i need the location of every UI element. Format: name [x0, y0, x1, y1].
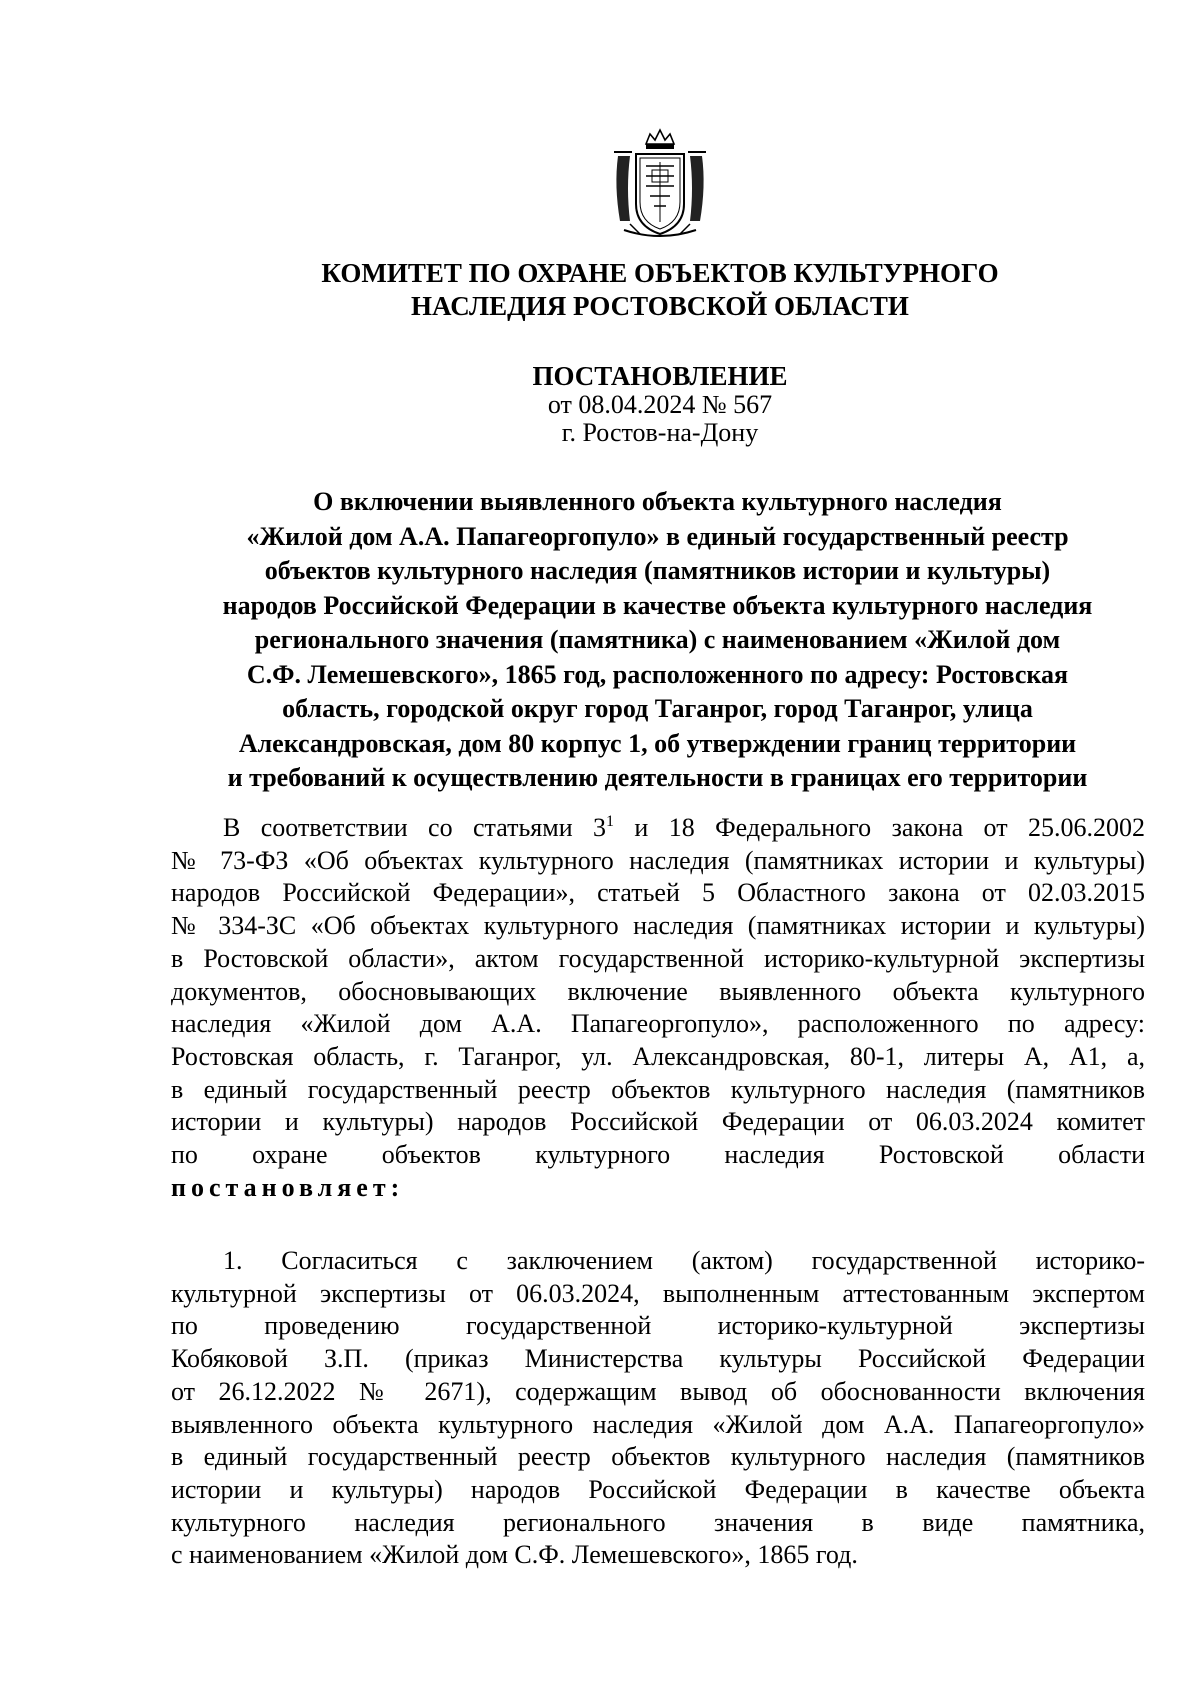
title-line: С.Ф. Лемешевского», 1865 год, расположенного по адресу: Ростовская [246, 659, 1069, 689]
org-line-1: КОМИТЕТ ПО ОХРАНЕ ОБЪЕКТОВ КУЛЬТУРНОГО [321, 258, 999, 288]
item-1-line: истории и культуры) народов Российской Федерации в качестве объекта [171, 1474, 1145, 1504]
org-line-2: НАСЛЕДИЯ РОСТОВСКОЙ ОБЛАСТИ [411, 291, 909, 321]
title-line: «Жилой дом А.А. Папагеоргопуло» в единый государственный реестр [246, 521, 1069, 551]
item-1-line: 1. Согласиться с заключением (актом) государственной историко- [223, 1246, 1145, 1275]
preamble-line-1 [171, 812, 1145, 845]
title-line: объектов культурного наследия (памятников истории и культуры) [264, 556, 1051, 585]
preamble-line: в Ростовской области», актом государственной историко-культурной экспертизы [171, 943, 1145, 973]
title-line: О включении выявленного объекта культурного наследия [313, 487, 1002, 516]
preamble-line: по охране объектов культурного наследия Ростовской области [171, 1140, 1145, 1170]
title-line: область, городской округ город Таганрог, город Таганрог, улица [282, 694, 1033, 723]
preamble-line: истории и культуры) народов Российской Федерации от 06.03.2024 комитет [171, 1107, 1145, 1137]
document-city: г. Ростов-на-Дону [561, 418, 759, 447]
item-1-line: от 26.12.2022 № 2671), содержащим вывод об обоснованности включения [171, 1376, 1145, 1406]
preamble-line: наследия «Жилой дом А.А. Папагеоргопуло», расположенного по адресу: [171, 1009, 1145, 1039]
title-line: Александровская, дом 80 корпус 1, об утверждении границ территории [238, 728, 1077, 758]
preamble-line: Ростовская область, г. Таганрог, ул. Александровская, 80-1, литеры А, А1, а, [171, 1041, 1145, 1071]
preamble-line: народов Российской Федерации», статьей 5 Областного закона от 02.03.2015 [171, 878, 1145, 908]
item-1-paragraph [171, 1245, 1145, 1572]
item-1-line: с наименованием «Жилой дом С.Ф. Лемешевского», 1865 год. [171, 1540, 858, 1570]
preamble-paragraph [171, 812, 1145, 1204]
item-1-line: культурной экспертизы от 06.03.2024, выполненным аттестованным экспертом [171, 1278, 1145, 1308]
preamble-line-1-start: В соответствии со статьями 3 [223, 813, 607, 842]
item-1-line: по проведению государственной историко-культурной экспертизы [171, 1311, 1145, 1341]
preamble-line: в единый государственный реестр объектов культурного наследия (памятников [171, 1074, 1145, 1104]
organization-name [200, 257, 1120, 323]
document-date-number: от 08.04.2024 № 567 [547, 390, 773, 419]
document-type: ПОСТАНОВЛЕНИЕ [532, 361, 788, 391]
title-line: народов Российской Федерации в качестве объекта культурного наследия [222, 590, 1093, 620]
title-line: регионального значения (памятника) с наименованием «Жилой дом [254, 625, 1061, 654]
article-superscript: 1 [606, 813, 615, 830]
item-1-line: выявленного объекта культурного наследия «Жилой дом А.А. Папагеоргопуло» [171, 1409, 1145, 1439]
resolves-word: постановляет: [171, 1172, 405, 1202]
preamble-line: № 73-ФЗ «Об объектах культурного наследия (памятниках истории и культуры) [171, 845, 1145, 875]
document-title [170, 485, 1145, 796]
preamble-line-1-end: и 18 Федерального закона от 25.06.2002 [614, 813, 1145, 842]
preamble-line: № 334-ЗС «Об объектах культурного наследия (памятниках истории и культуры) [171, 911, 1145, 941]
title-line: и требований к осуществлению деятельности в границах его территории [227, 763, 1088, 792]
preamble-line: документов, обосновывающих включение выявленного объекта культурного [171, 976, 1145, 1006]
item-1-line: культурного наследия регионального значения в виде памятника, [171, 1507, 1145, 1537]
coat-of-arms-emblem [600, 126, 720, 246]
item-1-line: Кобяковой З.П. (приказ Министерства культуры Российской Федерации [171, 1344, 1145, 1374]
item-1-line: в единый государственный реестр объектов культурного наследия (памятников [171, 1442, 1145, 1472]
